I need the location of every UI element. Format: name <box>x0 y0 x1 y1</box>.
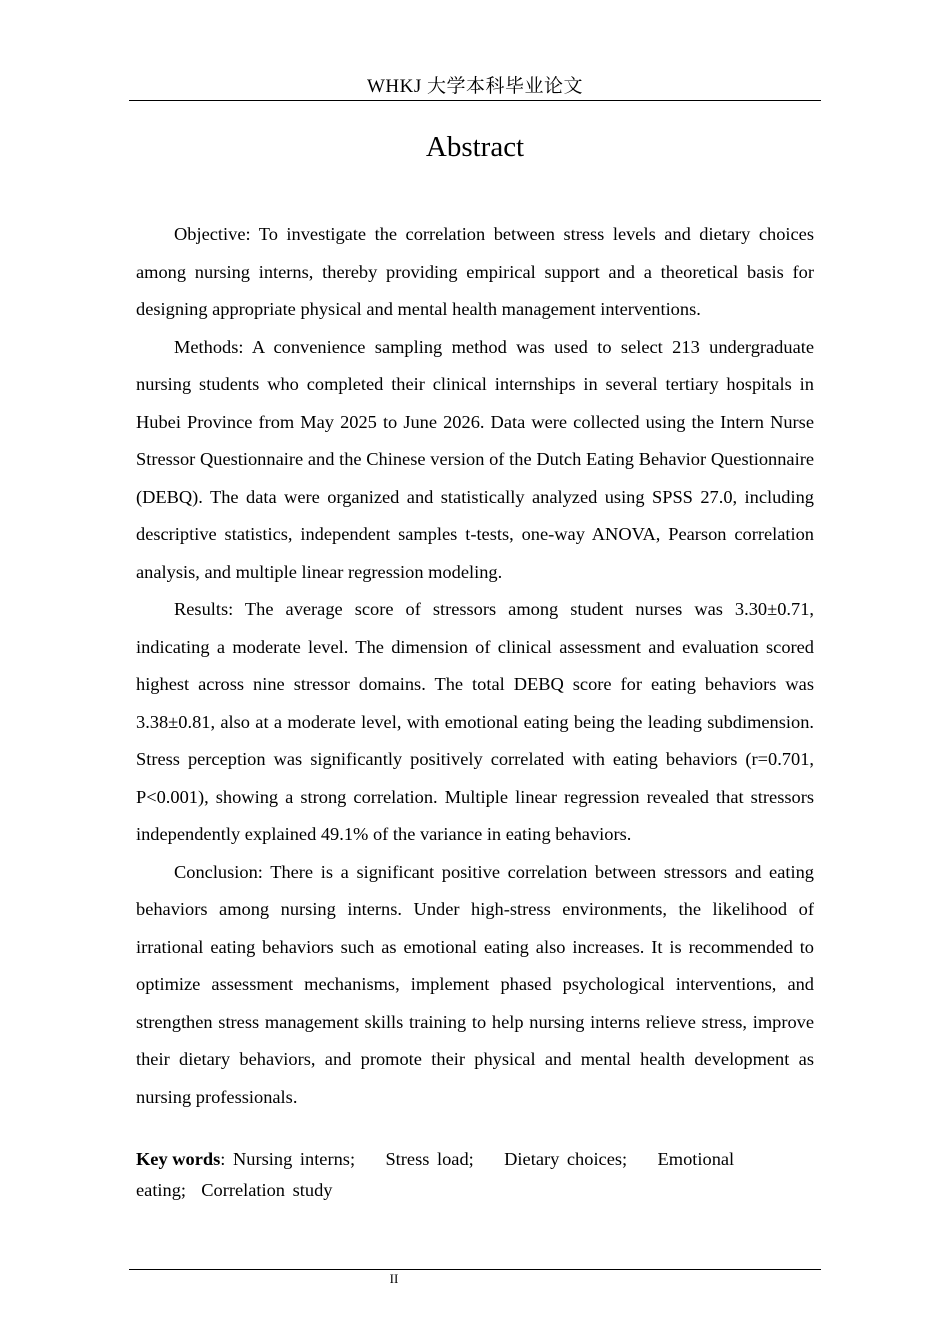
keyword-item: Nursing interns; <box>233 1149 356 1169</box>
keyword-item: Dietary choices; <box>504 1149 628 1169</box>
keyword-item: Correlation study <box>201 1180 333 1200</box>
keyword-item: Emotional eating; <box>136 1149 735 1200</box>
conclusion-paragraph: Conclusion: There is a significant positive correlation between stressors and eating behaviors among nursing interns. Under high-stress environments, the likelihood of irrational eating behaviors such as emotional eating also increases. It is recommended to optimize assessment mechanisms, implement phased psychological interventions, and strengthen stress management skills training to help nursing interns relieve stress, improve their dietary behaviors, and promote their physical and mental health development as nursing professionals. <box>136 861 814 1107</box>
keyword-item: Stress load; <box>385 1149 474 1169</box>
header-divider <box>129 100 821 101</box>
methods-paragraph: Methods: A convenience sampling method was used to select 213 undergraduate nursing students who completed their clinical internships in several tertiary hospitals in Hubei Province from May 2025 to June 2026. Data were collected using the Intern Nurse Stressor Questionnaire and the Chinese version of the Dutch Eating Behavior Questionnaire (DEBQ). The data were organized and statistically analyzed using SPSS 27.0, including descriptive statistics, independent samples t-tests, one-way ANOVA, Pearson correlation analysis, and multiple linear regression modeling. <box>136 336 814 582</box>
objective-paragraph: Objective: To investigate the correlation between stress levels and dietary choices among nursing interns, thereby providing empirical support and a theoretical basis for designing appropriate physical and mental health management interventions. <box>136 224 814 319</box>
keywords-label: Key words <box>136 1149 221 1169</box>
page-number: II <box>389 1271 399 1286</box>
results-paragraph: Results: The average score of stressors among student nurses was 3.30±0.71, indicating a moderate level. The dimension of clinical assessment and evaluation scored highest across nine stressor domains. The total DEBQ score for eating behaviors was 3.38±0.81, also at a moderate level, with emotional eating being the leading subdimension. Stress perception was significantly positively correlated with eating behaviors (r=0.701, P<0.001), showing a strong correlation. Multiple linear regression revealed that stressors independently explained 49.1% of the variance in eating behaviors. <box>136 599 814 844</box>
keywords-colon: : <box>220 1149 226 1169</box>
running-header: WHKJ 大学本科毕业论文 <box>366 76 584 97</box>
footer-divider <box>129 1269 821 1270</box>
keywords-line <box>136 1144 776 1206</box>
abstract-body <box>136 216 814 1116</box>
page-title: Abstract <box>425 131 525 163</box>
